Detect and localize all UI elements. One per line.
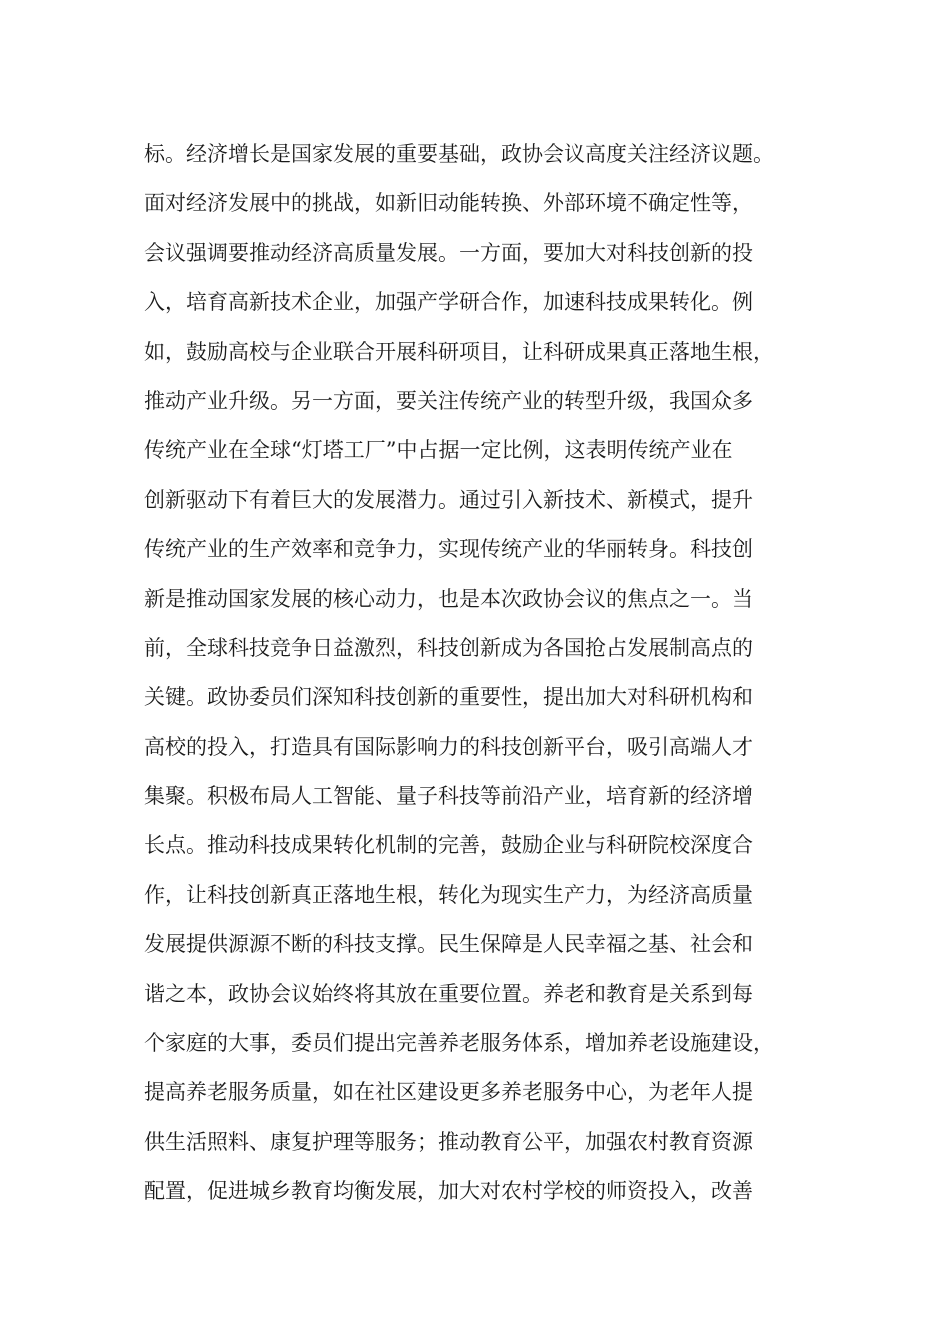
text-line: 谐之本，政协会议始终将其放在重要位置。养老和教育是关系到每 [144, 981, 753, 1006]
text-line: 提高养老服务质量，如在社区建设更多养老服务中心，为老年人提 [144, 1080, 753, 1105]
text-line: 长点。推动科技成果转化机制的完善，鼓励企业与科研院校深度合 [144, 833, 753, 858]
text-line: 标。经济增长是国家发展的重要基础，政协会议高度关注经济议题。 [144, 142, 774, 166]
body-text [144, 130, 824, 1217]
text-line: 入，培育高新技术企业，加强产学研合作，加速科技成果转化。例 [144, 290, 753, 315]
text-line: 作，让科技创新真正落地生根，转化为现实生产力，为经济高质量 [144, 882, 753, 907]
text-line: 传统产业在全球“灯塔工厂”中占据一定比例，这表明传统产业在 [144, 438, 733, 463]
text-line: 个家庭的大事，委员们提出完善养老服务体系，增加养老设施建设， [144, 1031, 774, 1056]
text-line: 新是推动国家发展的核心动力，也是本次政协会议的焦点之一。当 [144, 586, 753, 611]
text-line: 会议强调要推动经济高质量发展。一方面，要加大对科技创新的投 [144, 240, 753, 265]
text-line: 高校的投入，打造具有国际影响力的科技创新平台，吸引高端人才 [144, 734, 753, 759]
text-line: 关键。政协委员们深知科技创新的重要性，提出加大对科研机构和 [144, 685, 753, 710]
text-line: 如，鼓励高校与企业联合开展科研项目，让科研成果真正落地生根， [144, 339, 774, 364]
text-line: 供生活照料、康复护理等服务；推动教育公平，加强农村教育资源 [144, 1129, 753, 1154]
text-line: 推动产业升级。另一方面，要关注传统产业的转型升级，我国众多 [144, 388, 753, 413]
text-line: 配置，促进城乡教育均衡发展，加大对农村学校的师资投入，改善 [144, 1179, 753, 1204]
text-line: 集聚。积极布局人工智能、量子科技等前沿产业，培育新的经济增 [144, 784, 753, 809]
text-line: 面对经济发展中的挑战，如新旧动能转换、外部环境不确定性等， [144, 191, 753, 216]
text-line: 发展提供源源不断的科技支撑。民生保障是人民幸福之基、社会和 [144, 932, 753, 957]
text-line: 创新驱动下有着巨大的发展潜力。通过引入新技术、新模式，提升 [144, 487, 753, 512]
text-line: 前，全球科技竞争日益激烈，科技创新成为各国抢占发展制高点的 [144, 635, 753, 660]
text-line: 传统产业的生产效率和竞争力，实现传统产业的华丽转身。科技创 [144, 537, 753, 562]
